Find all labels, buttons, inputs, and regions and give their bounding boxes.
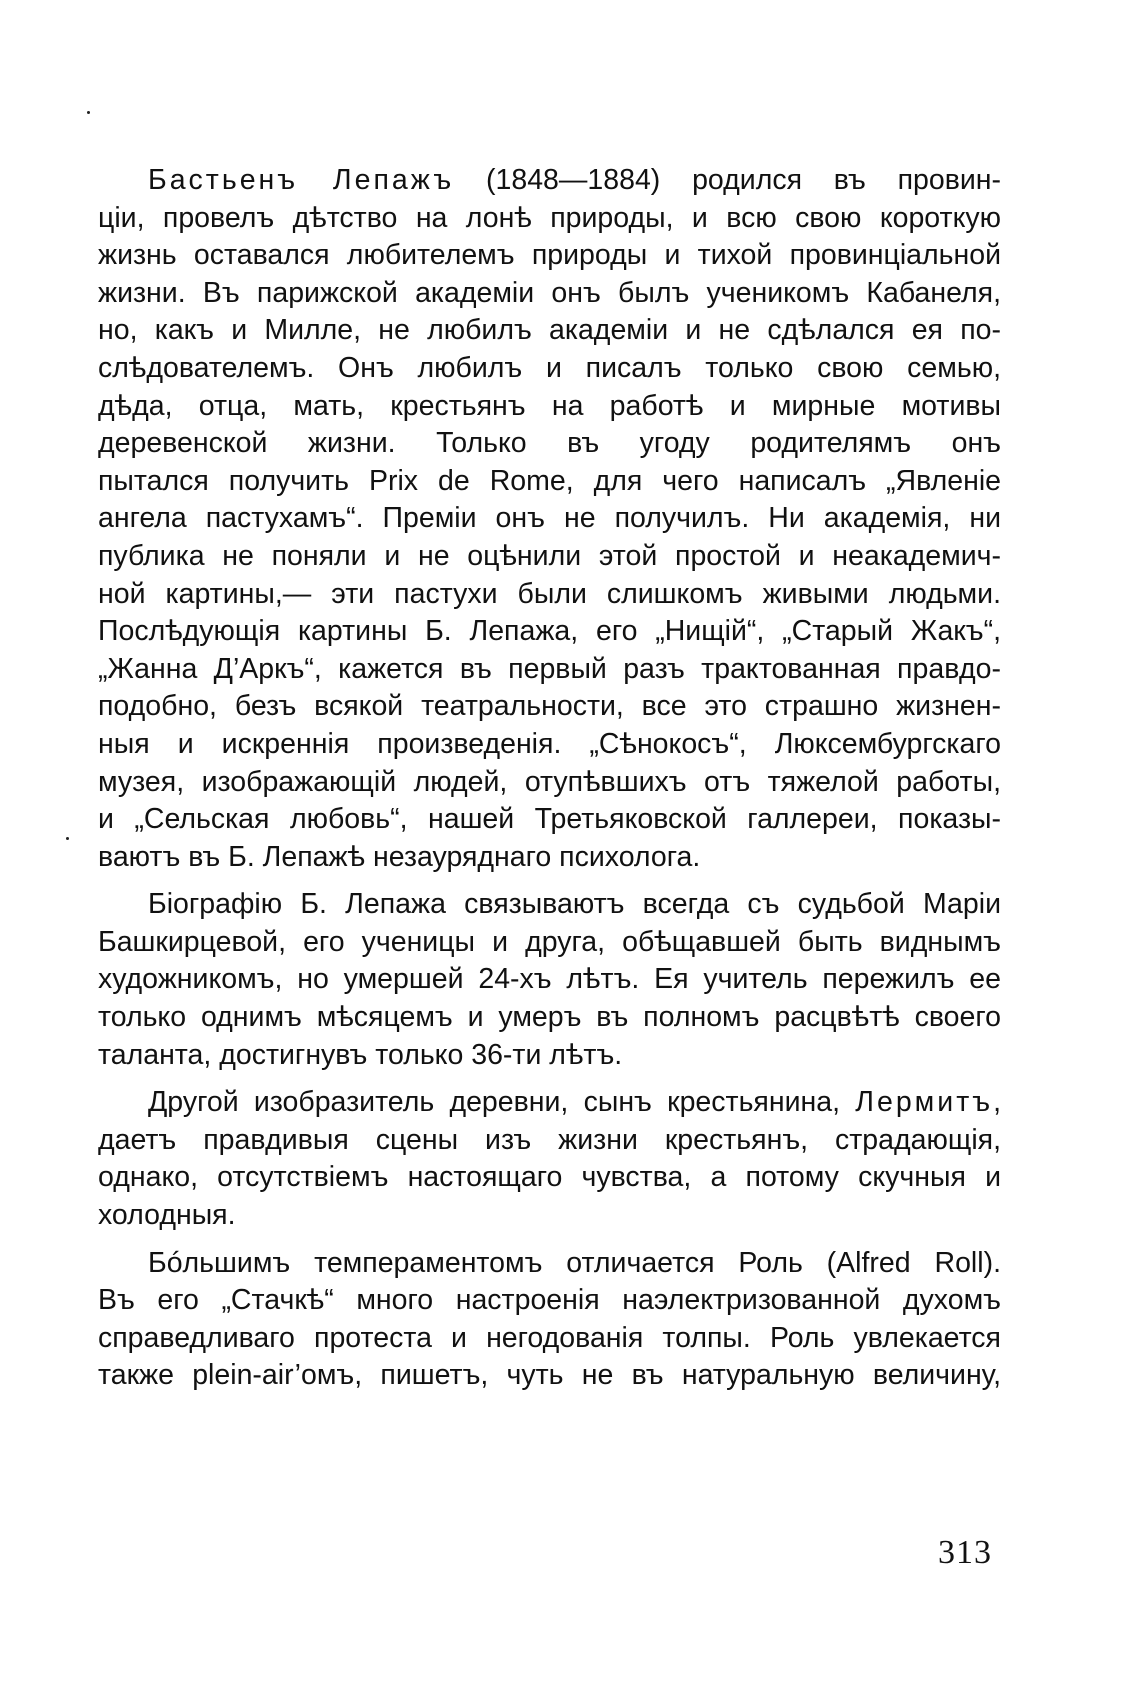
text-line: дѣда, отца, мать, крестьянъ на работѣ и мирные мотивы xyxy=(98,389,1001,422)
author-name-bastien-lepage: Бастьенъ Лепажъ xyxy=(148,164,455,196)
text-line: ціи, провелъ дѣтство на лонѣ природы, и всю свою короткую xyxy=(98,201,1001,234)
text-line: „Жанна Д’Аркъ“, кажется въ первый разъ трактованная правдо- xyxy=(98,652,1001,685)
paragraph-2 xyxy=(98,886,1001,1074)
text-line: Біографію Б. Лепажа связываютъ всегда съ судьбой Маріи xyxy=(148,888,1001,921)
paragraph-3 xyxy=(98,1084,1001,1234)
text-line: ваютъ въ Б. Лепажѣ незауряднаго психолога. xyxy=(98,840,701,873)
page-number: 313 xyxy=(938,1534,992,1571)
text-line: также plein-air’омъ, пишетъ, чуть не въ натуральную величину, xyxy=(98,1359,1001,1392)
ink-speck xyxy=(66,837,69,840)
text-line: музея, изображающій людей, отупѣвшихъ отъ тяжелой работы, xyxy=(98,765,1001,798)
paragraph-4 xyxy=(98,1245,1001,1395)
text-line: справедливаго протеста и негодованія толпы. Роль увлекается xyxy=(98,1321,1001,1354)
text-line: деревенской жизни. Только въ угоду родителямъ онъ xyxy=(98,427,1001,460)
text-line: таланта, достигнувъ только 36-ти лѣтъ. xyxy=(98,1038,623,1071)
text-line: даетъ правдивыя сцены изъ жизни крестьянъ, страдающія, xyxy=(98,1123,1001,1156)
text-line: подобно, безъ всякой театральности, все это страшно жизнен- xyxy=(98,690,1001,723)
text-line: жизни. Въ парижской академіи онъ былъ ученикомъ Кабанеля, xyxy=(98,276,1001,309)
text-line: однако, отсутствіемъ настоящаго чувства, а потому скучныя и xyxy=(98,1161,1001,1194)
text-line: холодныя. xyxy=(98,1199,236,1232)
text-line: и „Сельская любовь“, нашей Третьяковской галлереи, показы- xyxy=(98,803,1001,836)
text-line: ной картины,— эти пастухи были слишкомъ живыми людьми. xyxy=(98,577,1001,610)
text-line: ангела пастухамъ“. Преміи онъ не получилъ. Ни академія, ни xyxy=(98,502,1001,535)
paragraph-1 xyxy=(98,162,1001,876)
author-name-lhermitte: Лермитъ xyxy=(855,1086,994,1119)
ink-speck xyxy=(87,111,90,114)
text-line: ныя и искреннія произведенія. „Сѣнокосъ“, Люксембургскаго xyxy=(98,727,1001,760)
text-line: но, какъ и Милле, не любилъ академіи и не сдѣлался ея по- xyxy=(98,314,1001,347)
text-line: Послѣдующія картины Б. Лепажа, его „Нищій“, „Старый Жакъ“, xyxy=(98,615,1001,648)
text-line: Бастьенъ Лепажъ (1848—1884) родился въ провин- xyxy=(148,164,1001,196)
text-line: Другой изобразитель деревни, сынъ крестьянина, Лермитъ, xyxy=(148,1086,1001,1119)
text-line: художникомъ, но умершей 24-хъ лѣтъ. Ея учитель пережилъ ее xyxy=(98,963,1001,996)
body-text xyxy=(98,162,1001,1395)
text-line: жизнь оставался любителемъ природы и тихой провинціальной xyxy=(98,239,1001,272)
text-line: слѣдователемъ. Онъ любилъ и писалъ только свою семью, xyxy=(98,351,1001,384)
text-line: пытался получить Prix de Rome, для чего написалъ „Явленіе xyxy=(98,464,1001,497)
text-line: публика не поняли и не оцѣнили этой простой и неакадемич- xyxy=(98,539,1001,572)
text-line: Въ его „Стачкѣ“ много настроенія наэлектризованной духомъ xyxy=(98,1284,1001,1317)
text-line: Башкирцевой, его ученицы и друга, обѣщавшей быть виднымъ xyxy=(98,925,1001,958)
text-line: только однимъ мѣсяцемъ и умеръ въ полномъ расцвѣтѣ своего xyxy=(98,1001,1001,1034)
text-line: Бóльшимъ темпераментомъ отличается Роль (Alfred Roll). xyxy=(148,1246,1001,1279)
